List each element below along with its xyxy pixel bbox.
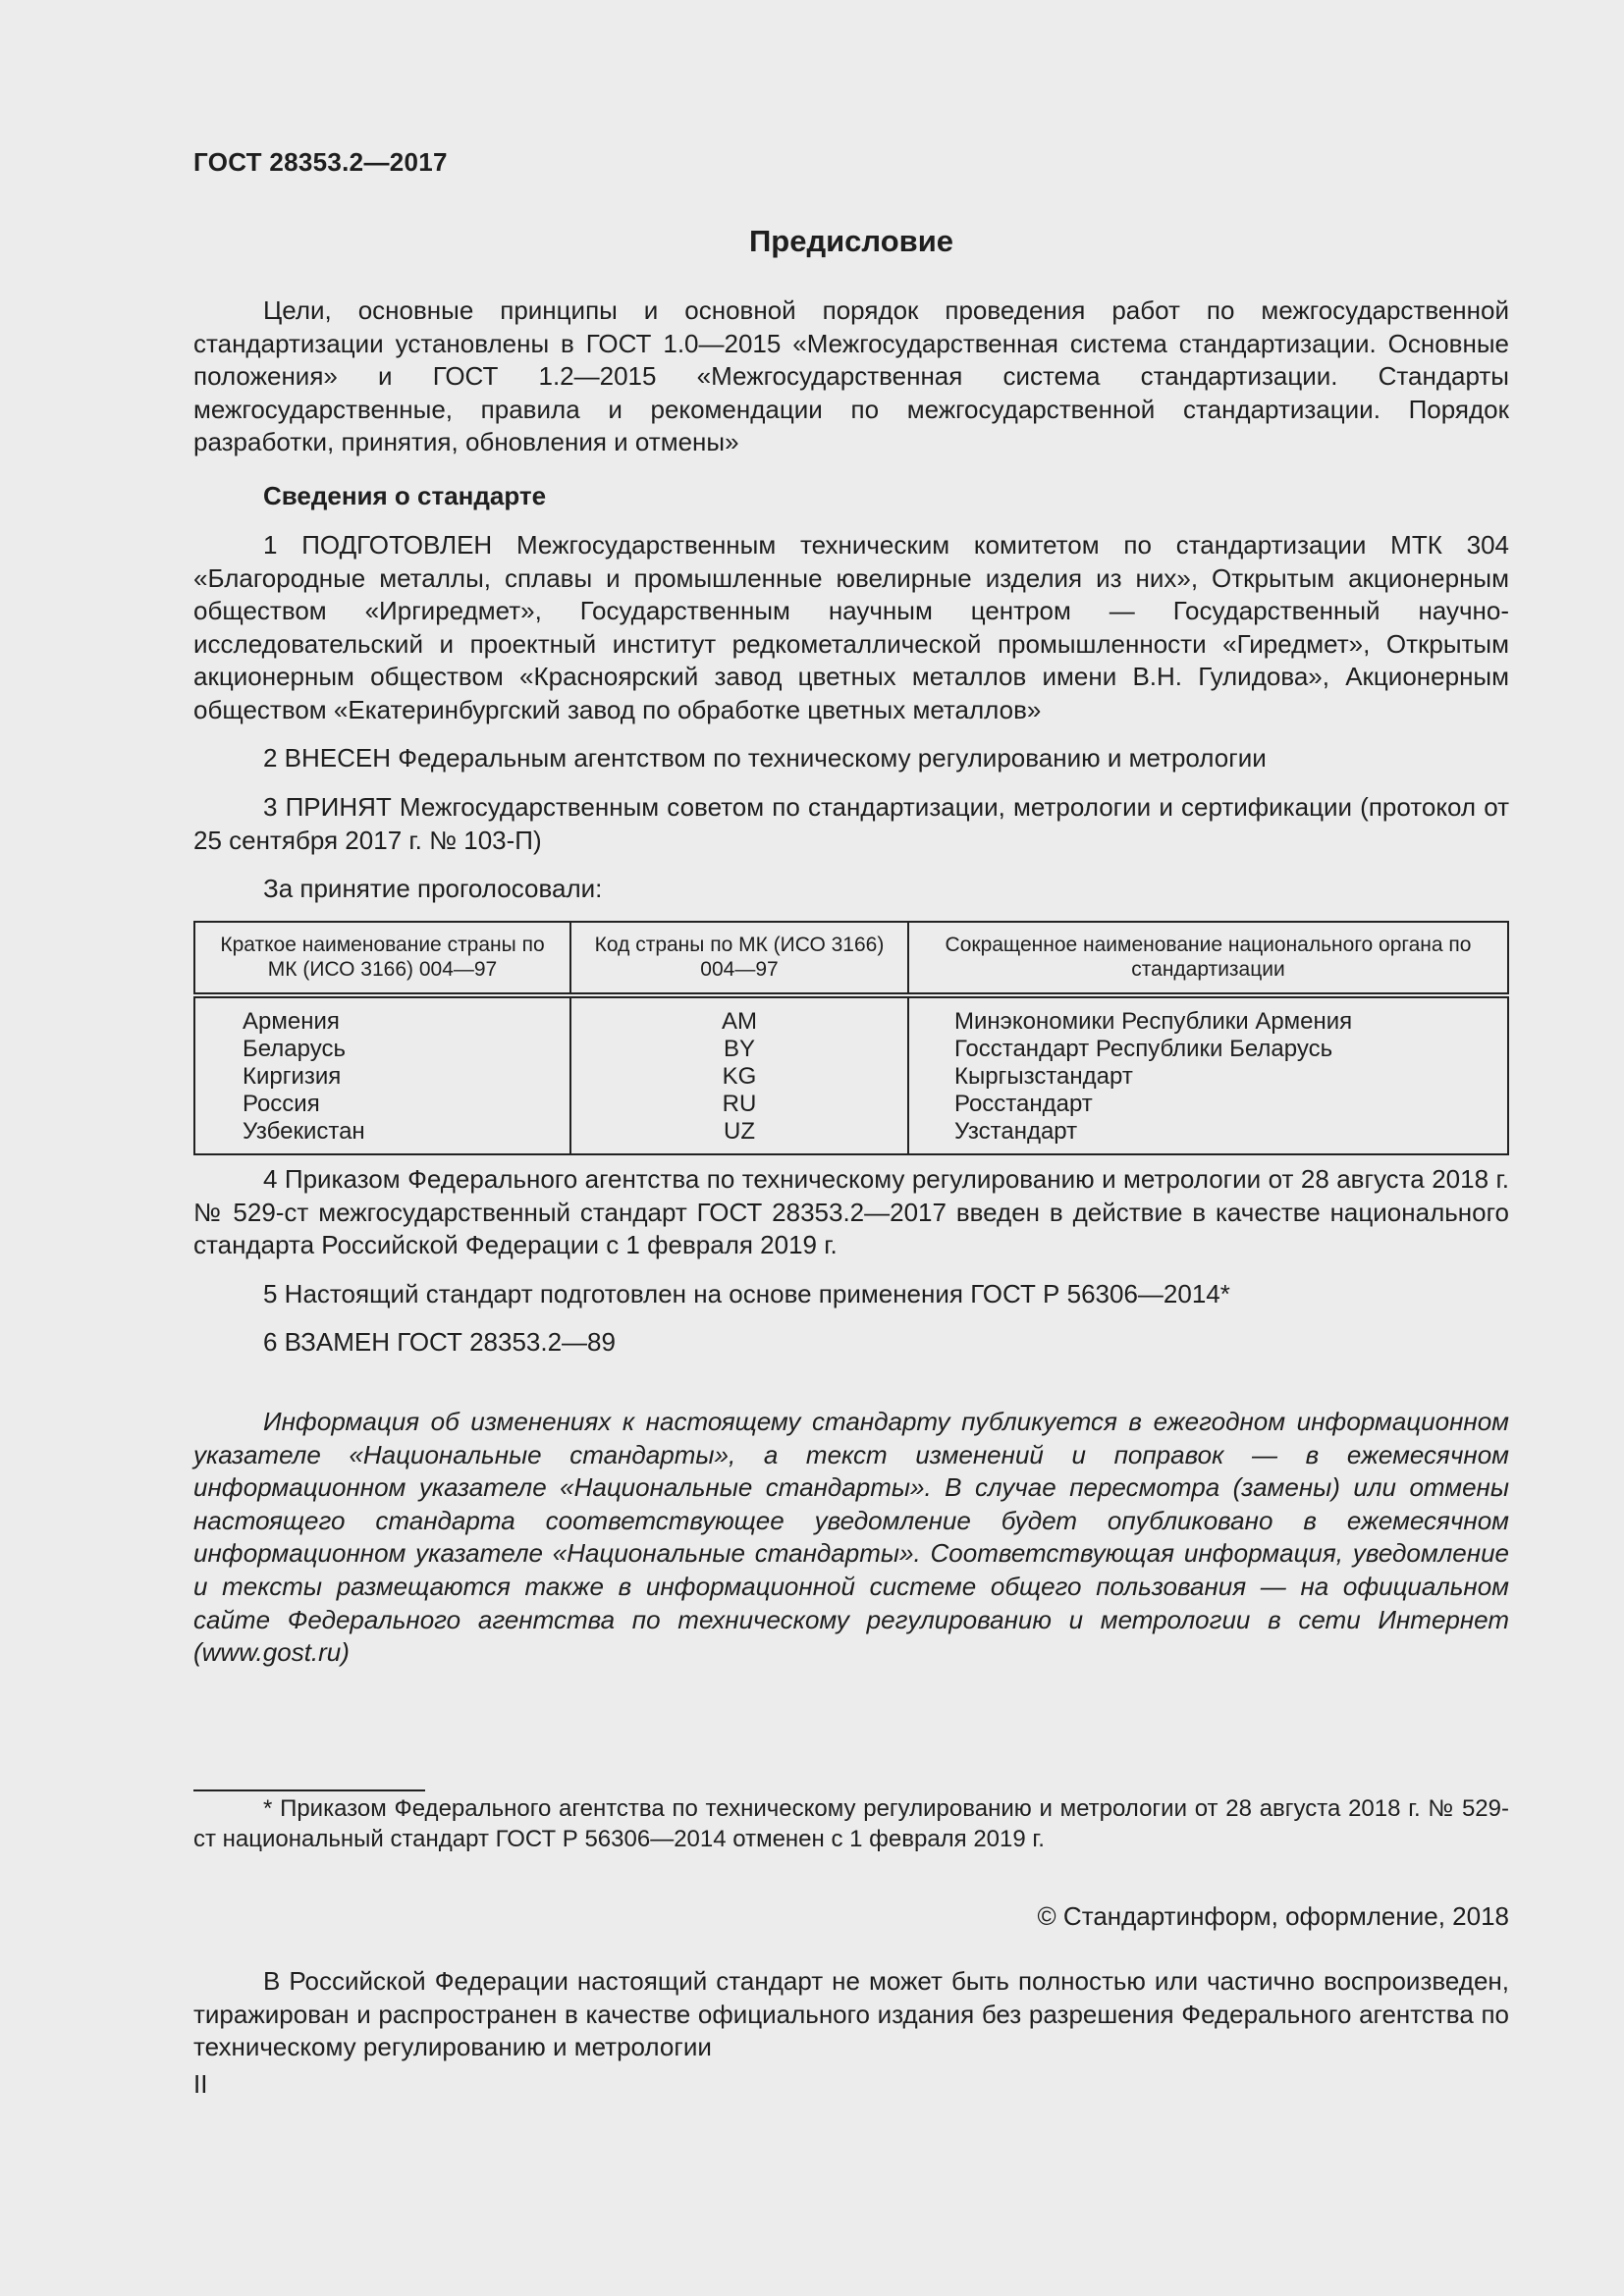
page-number: II bbox=[193, 2069, 208, 2099]
standards-body: Узстандарт bbox=[954, 1118, 1078, 1145]
header-country-name: Краткое наименование страны по МК (ИСО 3166) 004—97 bbox=[194, 922, 570, 995]
country-code: BY bbox=[723, 1036, 755, 1062]
country-name: Армения bbox=[243, 1008, 340, 1035]
document-id: ГОСТ 28353.2—2017 bbox=[193, 147, 448, 177]
country-name: Узбекистан bbox=[243, 1118, 365, 1145]
copyright: © Стандартинформ, оформление, 2018 bbox=[1037, 1901, 1509, 1931]
country-name: Киргизия bbox=[243, 1063, 342, 1090]
table-header-row bbox=[194, 922, 1508, 995]
country-name: Беларусь bbox=[243, 1036, 346, 1062]
standards-body: Минэкономики Республики Армения bbox=[954, 1008, 1353, 1035]
standards-bodies-cell bbox=[908, 995, 1508, 1154]
standards-body: Кыргызстандарт bbox=[954, 1063, 1133, 1090]
preface-title: Предисловие bbox=[748, 224, 953, 258]
item-1-prepared: 1 ПОДГОТОВЛЕН Межгосударственным техническим комитетом по стандартизации МТК 304 «Благородные металлы, сплавы и промышленные ювелирные изделия из них», Открытым акционерным обществом «Иргиредмет», Государственным научным центром — Государственный научно-исследовательский и проектный институт редкометаллической промышленности «Гиредмет», Открытым акционерным обществом «Красноярский завод цветных металлов имени В.Н. Гулидова», Акционерным обществом «Екатеринбургский завод по обработке цветных металлов» bbox=[193, 530, 1509, 724]
standards-body: Госстандарт Республики Беларусь bbox=[954, 1036, 1333, 1062]
item-6-replaces: 6 ВЗАМЕН ГОСТ 28353.2—89 bbox=[263, 1327, 616, 1357]
voted-label: За принятие проголосовали: bbox=[263, 874, 603, 903]
voting-table bbox=[193, 921, 1509, 1155]
item-3-adopted: 3 ПРИНЯТ Межгосударственным советом по стандартизации, метрологии и сертификации (протокол от 25 сентября 2017 г. № 103-П) bbox=[193, 792, 1509, 855]
header-country-code: Код страны по МК (ИСО 3166) 004—97 bbox=[570, 922, 908, 995]
footnote: * Приказом Федерального агентства по техническому регулированию и метрологии от 28 августа 2018 г. № 529-ст национальный стандарт ГОСТ Р 56306—2014 отменен с 1 февраля 2019 г. bbox=[193, 1795, 1509, 1852]
table-body bbox=[194, 995, 1508, 1154]
country-codes-cell bbox=[570, 995, 908, 1154]
country-code: UZ bbox=[724, 1118, 755, 1145]
country-code: RU bbox=[722, 1091, 757, 1117]
rights-notice: В Российской Федерации настоящий стандарт не может быть полностью или частично воспроизведен, тиражирован и распространен в качестве официального издания без разрешения Федерального агентства по техническому регулированию и метрологии bbox=[193, 1966, 1509, 2062]
header-standards-body: Сокращенное наименование национального органа по стандартизации bbox=[908, 922, 1508, 995]
country-code: AM bbox=[722, 1008, 757, 1035]
country-name: Россия bbox=[243, 1091, 320, 1117]
country-names-cell bbox=[194, 995, 570, 1154]
country-code: KG bbox=[722, 1063, 757, 1090]
item-4-order: 4 Приказом Федерального агентства по техническому регулированию и метрологии от 28 августа 2018 г. № 529-ст межгосударственный стандарт ГОСТ 28353.2—2017 введен в действие в качестве национального стандарта Российской Федерации с 1 февраля 2019 г. bbox=[193, 1164, 1509, 1260]
standard-info-subtitle: Сведения о стандарте bbox=[263, 481, 547, 510]
changes-info: Информация об изменениях к настоящему стандарту публикуется в ежегодном информационном указателе «Национальные стандарты», а текст изменений и поправок — в ежемесячном информационном указателе «Национальные стандарты». В случае пересмотра (замены) или отмены настоящего стандарта соответствующее уведомление будет опубликовано в ежемесячном информационном указателе «Национальные стандарты». Соответствующая информация, уведомление и тексты размещаются также в информационной системе общего пользования — на официальном сайте Федерального агентства по техническому регулированию и метрологии в сети Интернет (www.gost.ru) bbox=[193, 1407, 1509, 1668]
footnote-divider bbox=[193, 1789, 425, 1791]
preface-intro: Цели, основные принципы и основной порядок проведения работ по межгосударственной стандартизации установлены в ГОСТ 1.0—2015 «Межгосударственная система стандартизации. Основные положения» и ГОСТ 1.2—2015 «Межгосударственная система стандартизации. Стандарты межгосударственные, правила и рекомендации по межгосударственной стандартизации. Порядок разработки, принятия, обновления и отмены» bbox=[193, 295, 1509, 457]
item-5-basis: 5 Настоящий стандарт подготовлен на основе применения ГОСТ Р 56306—2014* bbox=[263, 1279, 1230, 1308]
standards-body: Росстандарт bbox=[954, 1091, 1093, 1117]
item-2-introduced: 2 ВНЕСЕН Федеральным агентством по техническому регулированию и метрологии bbox=[263, 743, 1267, 773]
